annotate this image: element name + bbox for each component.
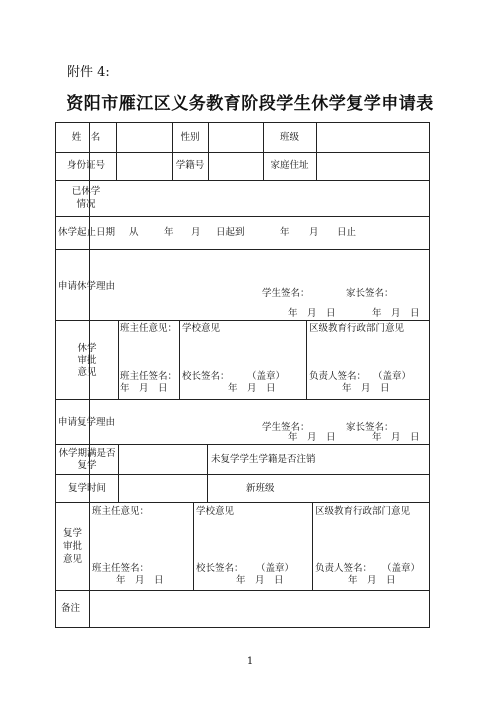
bureau-opinion-label: 区级教育行政部门意见 xyxy=(309,323,405,334)
row-divider xyxy=(56,502,429,503)
attachment-label: 附件 4: xyxy=(67,65,110,80)
school-opinion-label: 学校意见 xyxy=(182,323,221,334)
resume-approval-label: 审批 xyxy=(62,541,82,552)
date-line: 年 月 日 xyxy=(342,383,390,394)
date-line: 年 月 日 xyxy=(228,383,276,394)
column-divider xyxy=(179,320,180,399)
column-divider xyxy=(118,320,119,399)
row-divider xyxy=(56,444,429,445)
student-number-label: 学籍号 xyxy=(175,160,205,171)
resume-reason-label: 申请复学理由 xyxy=(58,417,116,428)
column-divider xyxy=(208,123,209,180)
row-divider xyxy=(56,474,429,475)
column-divider xyxy=(316,123,317,180)
principal-signature: 校长签名： xyxy=(182,371,230,382)
column-divider xyxy=(306,320,307,399)
column-divider xyxy=(118,444,119,502)
date-line: 年 月 日 xyxy=(372,432,420,443)
row-divider xyxy=(56,590,429,591)
teacher-signature: 班主任签名： xyxy=(120,371,178,382)
deregistered-label: 未复学学生学籍是否注销 xyxy=(211,454,316,465)
period-month: 月 xyxy=(191,227,201,238)
prior-suspension-label: 已休学 xyxy=(71,186,101,197)
row-divider xyxy=(56,399,429,400)
date-line: 年 月 日 xyxy=(372,308,420,319)
new-class-label: 新班级 xyxy=(246,483,275,494)
expired-resume-label: 复学 xyxy=(77,460,97,471)
suspension-approval-label: 休学 xyxy=(77,343,97,354)
suspension-approval-label: 意见 xyxy=(77,367,97,378)
row-divider xyxy=(56,216,429,217)
application-form-table xyxy=(55,122,430,628)
id-number-label: 身份证号 xyxy=(66,160,105,171)
form-title: 资阳市雁江区义务教育阶段学生休学复学申请表 xyxy=(66,94,434,114)
prior-suspension-label: 情况 xyxy=(76,199,96,210)
suspension-approval-label: 审批 xyxy=(77,355,97,366)
teacher-opinion-label: 班主任意见： xyxy=(92,506,150,517)
bureau-stamp: （盖章） xyxy=(382,563,421,574)
expired-resume-label: 休学期满是否 xyxy=(58,448,116,459)
resume-time-label: 复学时间 xyxy=(67,483,106,494)
teacher-signature: 班主任签名： xyxy=(92,563,150,574)
date-line: 年 月 日 xyxy=(236,575,284,586)
resume-approval-label: 复学 xyxy=(62,528,82,539)
bureau-opinion-label: 区级教育行政部门意见 xyxy=(315,506,411,517)
student-signature: 学生签名： xyxy=(262,422,310,433)
period-day-from: 日起到 xyxy=(216,227,245,238)
row-divider xyxy=(56,320,429,321)
parent-signature: 家长签名： xyxy=(346,422,394,433)
resume-approval-label: 意见 xyxy=(62,554,82,565)
date-line: 年 月 日 xyxy=(288,432,336,443)
column-divider xyxy=(193,502,194,590)
student-signature: 学生签名： xyxy=(262,288,310,299)
row-divider xyxy=(56,152,429,153)
date-line: 年 月 日 xyxy=(116,575,164,586)
date-line: 年 月 日 xyxy=(348,575,396,586)
responsible-signature: 负责人签名： xyxy=(315,563,373,574)
school-stamp: （盖章） xyxy=(247,371,286,382)
suspension-reason-label: 申请休学理由 xyxy=(58,281,116,292)
column-divider xyxy=(312,502,313,590)
row-divider xyxy=(56,180,429,181)
period-day-until: 日止 xyxy=(337,227,357,238)
gender-label: 性别 xyxy=(180,132,200,143)
date-line: 年 月 日 xyxy=(120,383,168,394)
school-stamp: （盖章） xyxy=(256,563,295,574)
school-opinion-label: 学校意见 xyxy=(196,506,235,517)
column-divider xyxy=(89,590,90,627)
bureau-stamp: （盖章） xyxy=(373,371,412,382)
page-number: 1 xyxy=(246,656,254,667)
principal-signature: 校长签名： xyxy=(196,563,244,574)
period-year: 年 xyxy=(164,227,174,238)
suspension-period-label: 休学起止日期 xyxy=(58,227,116,238)
period-from: 从 xyxy=(129,227,139,238)
teacher-opinion-label: 班主任意见： xyxy=(120,323,178,334)
name-label: 姓 名 xyxy=(71,132,101,143)
column-divider xyxy=(207,444,208,502)
date-line: 年 月 日 xyxy=(288,308,336,319)
class-label: 班级 xyxy=(279,132,299,143)
period-month: 月 xyxy=(309,227,319,238)
parent-signature: 家长签名： xyxy=(346,288,394,299)
home-address-label: 家庭住址 xyxy=(270,160,309,171)
period-year: 年 xyxy=(280,227,290,238)
column-divider xyxy=(116,123,117,180)
responsible-signature: 负责人签名： xyxy=(309,371,367,382)
row-divider xyxy=(56,249,429,250)
remarks-label: 备注 xyxy=(61,603,81,614)
